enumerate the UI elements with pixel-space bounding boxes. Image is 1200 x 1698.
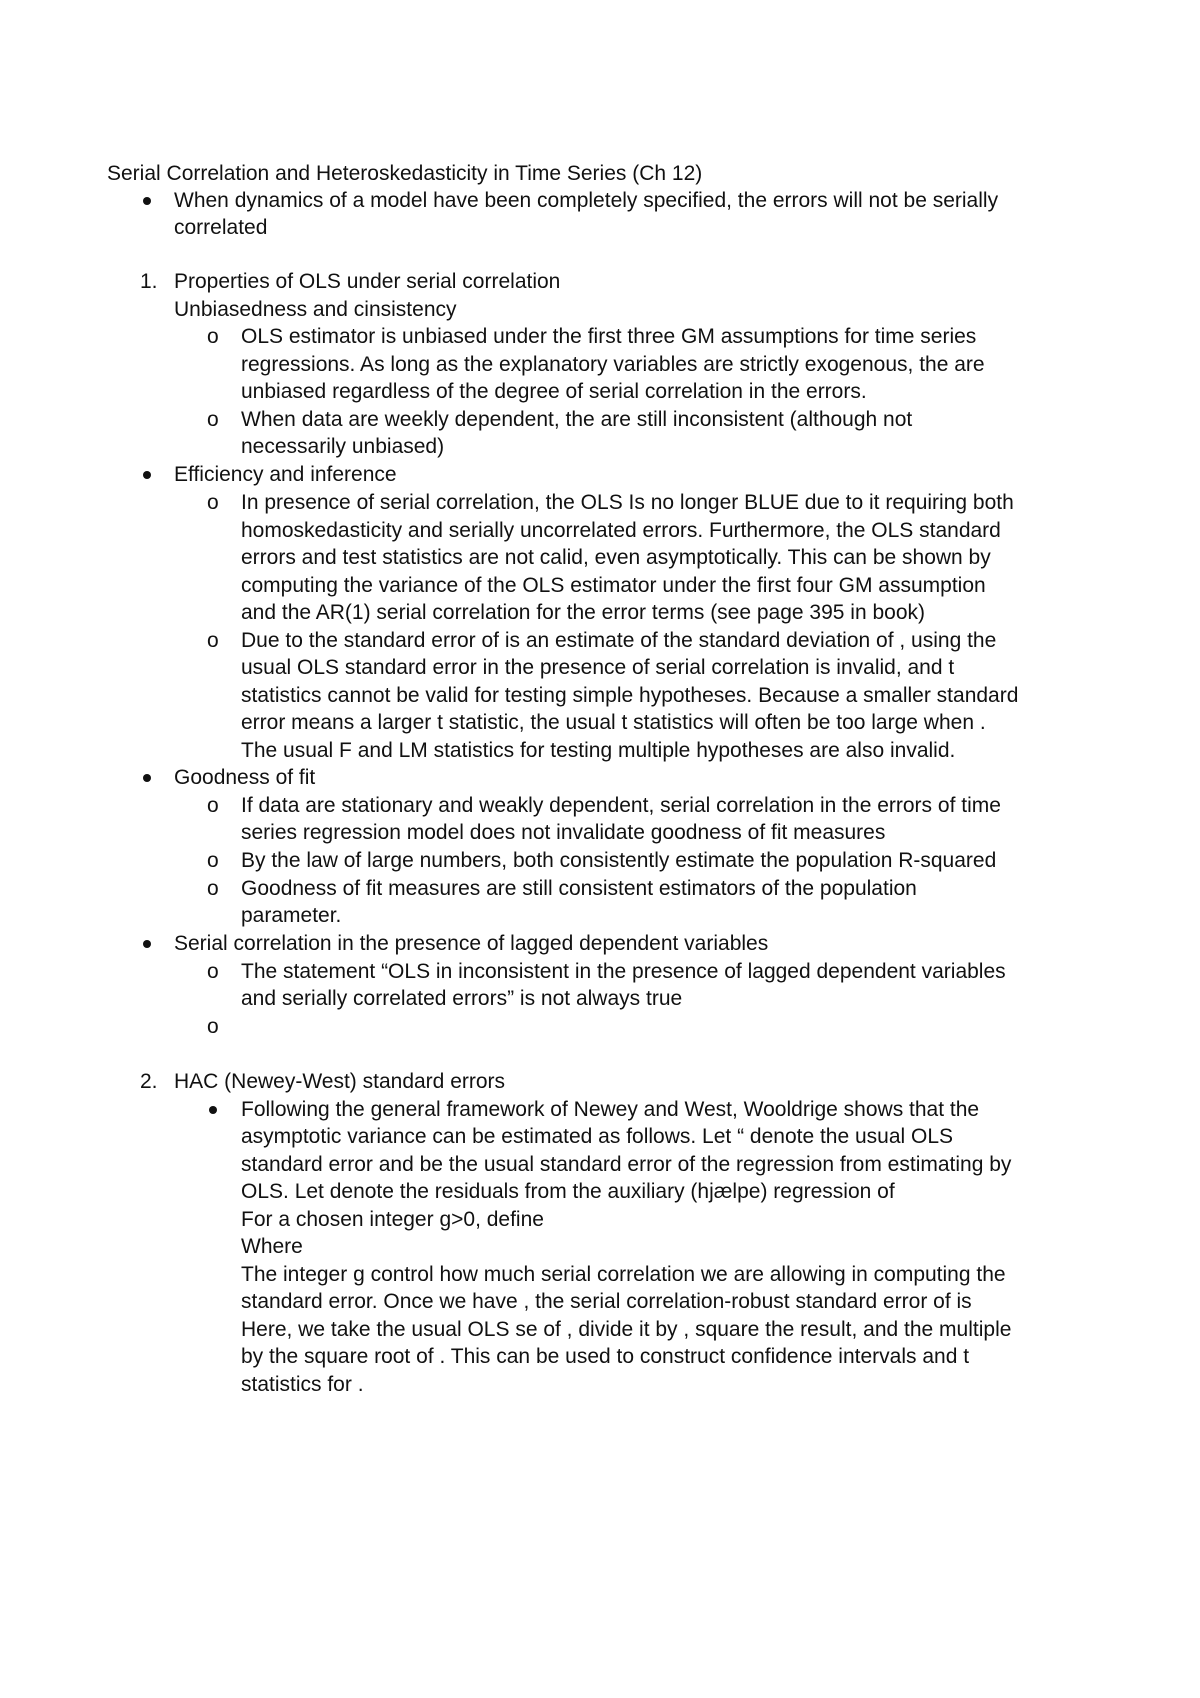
hac-line: Following the general framework of Newey and West, Wooldrige shows that the xyxy=(241,1098,980,1121)
hollow-bullet: o xyxy=(207,849,219,872)
bullet-label: Serial correlation in the presence of lagged dependent variables xyxy=(174,932,769,955)
bullet-label: Goodness of fit xyxy=(174,766,316,789)
section-subheading: Unbiasedness and cinsistency xyxy=(174,298,457,321)
list-item-line: OLS estimator is unbiased under the first three GM assumptions for time series xyxy=(241,325,977,348)
bullet-dot xyxy=(143,471,151,479)
list-item-line: parameter. xyxy=(241,904,342,927)
list-item-line: regressions. As long as the explanatory variables are strictly exogenous, the are xyxy=(241,353,985,376)
hollow-bullet: o xyxy=(207,960,219,983)
hollow-bullet: o xyxy=(207,325,219,348)
document-title: Serial Correlation and Heteroskedasticity in Time Series (Ch 12) xyxy=(107,162,703,185)
bullet-label: Efficiency and inference xyxy=(174,463,397,486)
list-item-line: usual OLS standard error in the presence of serial correlation is invalid, and t xyxy=(241,656,955,679)
section-number: 1. xyxy=(140,270,158,293)
bullet-dot xyxy=(143,940,151,948)
section-heading: HAC (Newey-West) standard errors xyxy=(174,1070,506,1093)
list-item-line: statistics cannot be valid for testing simple hypotheses. Because a smaller standard xyxy=(241,684,1019,707)
bullet-dot xyxy=(209,1106,217,1114)
list-item-line: and the AR(1) serial correlation for the error terms (see page 395 in book) xyxy=(241,601,926,624)
intro-bullet-line: correlated xyxy=(174,216,268,239)
list-item-line: In presence of serial correlation, the OLS Is no longer BLUE due to it requiring both xyxy=(241,491,1014,514)
list-item-line: Goodness of fit measures are still consistent estimators of the population xyxy=(241,877,917,900)
list-item-line: If data are stationary and weakly dependent, serial correlation in the errors of time xyxy=(241,794,1001,817)
hac-line: Where xyxy=(241,1235,303,1258)
hollow-bullet: o xyxy=(207,877,219,900)
intro-bullet-line: When dynamics of a model have been completely specified, the errors will not be serially xyxy=(174,189,999,212)
list-item-line: Due to the standard error of is an estimate of the standard deviation of , using the xyxy=(241,629,997,652)
hollow-bullet: o xyxy=(207,629,219,652)
list-item-line: necessarily unbiased) xyxy=(241,435,445,458)
bullet-dot xyxy=(143,197,151,205)
hollow-bullet: o xyxy=(207,491,219,514)
section-heading: Properties of OLS under serial correlation xyxy=(174,270,561,293)
hac-line: Here, we take the usual OLS se of , divide it by , square the result, and the multiple xyxy=(241,1318,1012,1341)
list-item-line: unbiased regardless of the degree of serial correlation in the errors. xyxy=(241,380,867,403)
hac-line: The integer g control how much serial correlation we are allowing in computing the xyxy=(241,1263,1006,1286)
hac-line: by the square root of . This can be used to construct confidence intervals and t xyxy=(241,1345,970,1368)
list-item-line: errors and test statistics are not calid, even asymptotically. This can be shown by xyxy=(241,546,991,569)
hollow-bullet: o xyxy=(207,408,219,431)
list-item-line: The usual F and LM statistics for testing multiple hypotheses are also invalid. xyxy=(241,739,956,762)
hac-line: OLS. Let denote the residuals from the auxiliary (hjælpe) regression of xyxy=(241,1180,895,1203)
list-item-line: computing the variance of the OLS estimator under the first four GM assumption xyxy=(241,574,986,597)
list-item-line: error means a larger t statistic, the usual t statistics will often be too large when . xyxy=(241,711,986,734)
hollow-bullet: o xyxy=(207,1015,219,1038)
hac-line: standard error. Once we have , the serial correlation-robust standard error of is xyxy=(241,1290,972,1313)
hac-line: asymptotic variance can be estimated as follows. Let “ denote the usual OLS xyxy=(241,1125,954,1148)
hac-line: For a chosen integer g>0, define xyxy=(241,1208,544,1231)
list-item-line: By the law of large numbers, both consistently estimate the population R-squared xyxy=(241,849,997,872)
list-item-line: When data are weekly dependent, the are still inconsistent (although not xyxy=(241,408,913,431)
hollow-bullet: o xyxy=(207,794,219,817)
list-item-line: series regression model does not invalidate goodness of fit measures xyxy=(241,821,886,844)
section-number: 2. xyxy=(140,1070,158,1093)
hac-line: standard error and be the usual standard error of the regression from estimating by xyxy=(241,1153,1012,1176)
list-item-line: homoskedasticity and serially uncorrelated errors. Furthermore, the OLS standard xyxy=(241,519,1001,542)
list-item-line: The statement “OLS in inconsistent in the presence of lagged dependent variables xyxy=(241,960,1006,983)
list-item-line: and serially correlated errors” is not always true xyxy=(241,987,683,1010)
bullet-dot xyxy=(143,774,151,782)
hac-line: statistics for . xyxy=(241,1373,364,1396)
